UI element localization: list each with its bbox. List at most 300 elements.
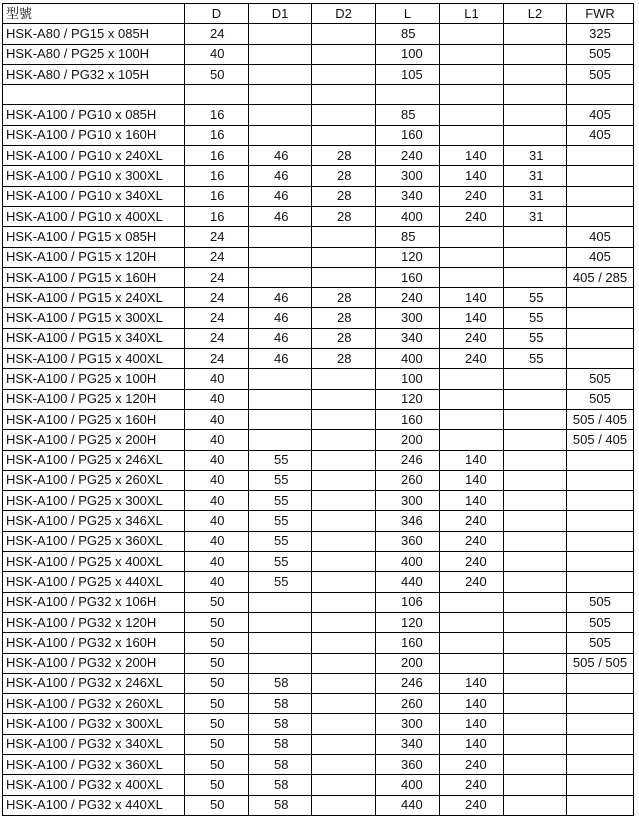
cell-l2 xyxy=(504,85,567,105)
cell-d1 xyxy=(249,389,312,409)
cell-d1: 46 xyxy=(249,308,312,328)
table-row xyxy=(3,673,634,693)
header-row xyxy=(3,4,634,24)
cell-d1: 46 xyxy=(249,206,312,226)
cell-l: 100 xyxy=(376,44,440,64)
table-row xyxy=(3,166,634,186)
cell-l2 xyxy=(504,653,567,673)
cell-d2: 28 xyxy=(312,166,376,186)
cell-l: 106 xyxy=(376,592,440,612)
cell-l2 xyxy=(504,430,567,450)
cell-d: 40 xyxy=(185,511,249,531)
cell-l2 xyxy=(504,125,567,145)
cell-l2 xyxy=(504,450,567,470)
cell-d2 xyxy=(312,633,376,653)
cell-l1: 140 xyxy=(440,166,504,186)
cell-fwr xyxy=(567,470,634,490)
cell-model: HSK-A100 / PG15 x 085H xyxy=(3,227,185,247)
cell-l2 xyxy=(504,227,567,247)
cell-d1: 55 xyxy=(249,572,312,592)
cell-l2 xyxy=(504,44,567,64)
cell-l: 105 xyxy=(376,64,440,84)
table-row xyxy=(3,511,634,531)
cell-l2 xyxy=(504,734,567,754)
cell-l: 260 xyxy=(376,470,440,490)
cell-l1: 240 xyxy=(440,186,504,206)
table-row xyxy=(3,105,634,125)
cell-model: HSK-A100 / PG32 x 300XL xyxy=(3,714,185,734)
cell-l1: 240 xyxy=(440,754,504,774)
cell-d: 40 xyxy=(185,470,249,490)
cell-l2 xyxy=(504,673,567,693)
cell-d2 xyxy=(312,247,376,267)
cell-fwr: 325 xyxy=(567,24,634,44)
cell-l2 xyxy=(504,531,567,551)
cell-d1 xyxy=(249,653,312,673)
cell-l: 340 xyxy=(376,734,440,754)
cell-d: 50 xyxy=(185,612,249,632)
spec-table-container xyxy=(2,3,634,816)
cell-l2 xyxy=(504,247,567,267)
cell-d2 xyxy=(312,430,376,450)
spec-table xyxy=(2,3,634,816)
cell-d: 24 xyxy=(185,349,249,369)
cell-fwr xyxy=(567,694,634,714)
cell-d1: 46 xyxy=(249,186,312,206)
cell-l2 xyxy=(504,64,567,84)
cell-fwr xyxy=(567,673,634,693)
cell-l1 xyxy=(440,227,504,247)
cell-d1 xyxy=(249,430,312,450)
cell-l1: 140 xyxy=(440,673,504,693)
cell-d: 40 xyxy=(185,572,249,592)
table-row xyxy=(3,552,634,572)
table-row xyxy=(3,64,634,84)
cell-l1 xyxy=(440,24,504,44)
cell-l2 xyxy=(504,491,567,511)
table-row xyxy=(3,409,634,429)
cell-model: HSK-A100 / PG10 x 300XL xyxy=(3,166,185,186)
cell-d2 xyxy=(312,511,376,531)
cell-model: HSK-A100 / PG25 x 120H xyxy=(3,389,185,409)
cell-l2 xyxy=(504,795,567,815)
cell-fwr xyxy=(567,491,634,511)
cell-l: 400 xyxy=(376,349,440,369)
cell-l: 85 xyxy=(376,227,440,247)
cell-d1 xyxy=(249,592,312,612)
table-body xyxy=(3,24,634,816)
table-row xyxy=(3,206,634,226)
cell-fwr: 505 / 405 xyxy=(567,409,634,429)
cell-fwr xyxy=(567,572,634,592)
cell-fwr xyxy=(567,775,634,795)
cell-model: HSK-A80 / PG25 x 100H xyxy=(3,44,185,64)
cell-model: HSK-A100 / PG32 x 160H xyxy=(3,633,185,653)
cell-fwr xyxy=(567,450,634,470)
cell-d: 50 xyxy=(185,714,249,734)
cell-d: 40 xyxy=(185,369,249,389)
table-row xyxy=(3,592,634,612)
cell-l: 360 xyxy=(376,754,440,774)
cell-l1: 140 xyxy=(440,694,504,714)
cell-fwr xyxy=(567,308,634,328)
cell-l1: 240 xyxy=(440,795,504,815)
cell-d: 24 xyxy=(185,328,249,348)
cell-d2: 28 xyxy=(312,186,376,206)
header-l2: L2 xyxy=(504,4,567,24)
cell-d2: 28 xyxy=(312,328,376,348)
cell-d2: 28 xyxy=(312,206,376,226)
cell-fwr xyxy=(567,328,634,348)
cell-d: 24 xyxy=(185,308,249,328)
cell-d1 xyxy=(249,24,312,44)
cell-d1: 58 xyxy=(249,714,312,734)
cell-d: 40 xyxy=(185,450,249,470)
cell-d: 50 xyxy=(185,653,249,673)
cell-d2 xyxy=(312,552,376,572)
cell-l1 xyxy=(440,105,504,125)
cell-fwr: 505 xyxy=(567,64,634,84)
cell-l: 200 xyxy=(376,653,440,673)
cell-d: 50 xyxy=(185,64,249,84)
table-row xyxy=(3,491,634,511)
cell-d: 16 xyxy=(185,125,249,145)
table-row xyxy=(3,714,634,734)
cell-l2: 55 xyxy=(504,288,567,308)
table-row xyxy=(3,247,634,267)
cell-d1: 55 xyxy=(249,552,312,572)
cell-model: HSK-A100 / PG32 x 340XL xyxy=(3,734,185,754)
cell-l1: 240 xyxy=(440,531,504,551)
cell-l: 300 xyxy=(376,166,440,186)
cell-model: HSK-A100 / PG25 x 440XL xyxy=(3,572,185,592)
cell-model: HSK-A100 / PG25 x 200H xyxy=(3,430,185,450)
cell-d1: 58 xyxy=(249,673,312,693)
table-row xyxy=(3,125,634,145)
cell-fwr xyxy=(567,531,634,551)
cell-model: HSK-A100 / PG32 x 360XL xyxy=(3,754,185,774)
cell-l2 xyxy=(504,592,567,612)
cell-model: HSK-A100 / PG25 x 400XL xyxy=(3,552,185,572)
cell-d2 xyxy=(312,531,376,551)
cell-l: 246 xyxy=(376,450,440,470)
header-fwr: FWR xyxy=(567,4,634,24)
cell-l2 xyxy=(504,714,567,734)
cell-l1: 140 xyxy=(440,714,504,734)
cell-l2: 31 xyxy=(504,146,567,166)
table-row xyxy=(3,85,634,105)
cell-model: HSK-A100 / PG32 x 200H xyxy=(3,653,185,673)
cell-fwr: 505 xyxy=(567,369,634,389)
cell-l: 400 xyxy=(376,775,440,795)
cell-l1: 140 xyxy=(440,450,504,470)
cell-d2: 28 xyxy=(312,308,376,328)
cell-model: HSK-A100 / PG15 x 400XL xyxy=(3,349,185,369)
cell-l2: 55 xyxy=(504,328,567,348)
cell-l1: 140 xyxy=(440,470,504,490)
cell-d2 xyxy=(312,775,376,795)
cell-d: 50 xyxy=(185,795,249,815)
cell-fwr xyxy=(567,714,634,734)
cell-d1: 58 xyxy=(249,734,312,754)
cell-d2 xyxy=(312,612,376,632)
cell-model: HSK-A80 / PG32 x 105H xyxy=(3,64,185,84)
cell-d: 40 xyxy=(185,552,249,572)
cell-l2 xyxy=(504,775,567,795)
cell-d1 xyxy=(249,85,312,105)
cell-d2 xyxy=(312,714,376,734)
cell-d: 24 xyxy=(185,288,249,308)
table-row xyxy=(3,633,634,653)
cell-d2 xyxy=(312,267,376,287)
cell-d: 50 xyxy=(185,694,249,714)
cell-l1 xyxy=(440,389,504,409)
cell-l1: 140 xyxy=(440,308,504,328)
cell-l2: 55 xyxy=(504,308,567,328)
cell-fwr xyxy=(567,146,634,166)
cell-d: 50 xyxy=(185,775,249,795)
header-l1: L1 xyxy=(440,4,504,24)
cell-l: 85 xyxy=(376,24,440,44)
table-row xyxy=(3,146,634,166)
cell-l1 xyxy=(440,430,504,450)
cell-d: 40 xyxy=(185,491,249,511)
table-row xyxy=(3,775,634,795)
cell-fwr: 505 / 505 xyxy=(567,653,634,673)
table-row xyxy=(3,186,634,206)
cell-d2 xyxy=(312,125,376,145)
cell-l2: 31 xyxy=(504,186,567,206)
cell-l2 xyxy=(504,24,567,44)
cell-d2 xyxy=(312,105,376,125)
cell-l1: 140 xyxy=(440,491,504,511)
cell-d: 40 xyxy=(185,389,249,409)
table-row xyxy=(3,694,634,714)
cell-fwr: 505 xyxy=(567,592,634,612)
cell-model: HSK-A100 / PG25 x 300XL xyxy=(3,491,185,511)
cell-d1 xyxy=(249,105,312,125)
cell-l: 400 xyxy=(376,206,440,226)
cell-l1 xyxy=(440,633,504,653)
header-d1: D1 xyxy=(249,4,312,24)
table-row xyxy=(3,612,634,632)
cell-l1 xyxy=(440,125,504,145)
cell-l1 xyxy=(440,267,504,287)
table-row xyxy=(3,24,634,44)
cell-l2 xyxy=(504,633,567,653)
cell-d1 xyxy=(249,247,312,267)
cell-d2 xyxy=(312,409,376,429)
cell-l: 120 xyxy=(376,247,440,267)
cell-fwr: 505 / 405 xyxy=(567,430,634,450)
cell-l2: 31 xyxy=(504,166,567,186)
cell-fwr xyxy=(567,795,634,815)
cell-l2 xyxy=(504,572,567,592)
cell-fwr xyxy=(567,734,634,754)
cell-model: HSK-A100 / PG15 x 300XL xyxy=(3,308,185,328)
cell-d1: 55 xyxy=(249,470,312,490)
cell-d2 xyxy=(312,64,376,84)
cell-l: 346 xyxy=(376,511,440,531)
cell-l: 100 xyxy=(376,369,440,389)
cell-d: 16 xyxy=(185,186,249,206)
table-row xyxy=(3,470,634,490)
table-row xyxy=(3,389,634,409)
cell-d1: 58 xyxy=(249,754,312,774)
cell-l: 240 xyxy=(376,146,440,166)
cell-d1: 55 xyxy=(249,491,312,511)
cell-model: HSK-A100 / PG32 x 120H xyxy=(3,612,185,632)
cell-l: 120 xyxy=(376,389,440,409)
header-l: L xyxy=(376,4,440,24)
cell-l: 160 xyxy=(376,409,440,429)
cell-l1: 240 xyxy=(440,328,504,348)
cell-l1: 240 xyxy=(440,572,504,592)
cell-l2 xyxy=(504,511,567,531)
cell-d1: 58 xyxy=(249,795,312,815)
cell-model: HSK-A100 / PG10 x 085H xyxy=(3,105,185,125)
cell-d: 16 xyxy=(185,206,249,226)
cell-l: 340 xyxy=(376,186,440,206)
cell-d2 xyxy=(312,694,376,714)
cell-d2: 28 xyxy=(312,146,376,166)
cell-l: 440 xyxy=(376,572,440,592)
cell-d: 50 xyxy=(185,592,249,612)
cell-model: HSK-A100 / PG10 x 400XL xyxy=(3,206,185,226)
cell-d xyxy=(185,85,249,105)
cell-d: 24 xyxy=(185,247,249,267)
cell-model: HSK-A100 / PG10 x 340XL xyxy=(3,186,185,206)
cell-l1: 240 xyxy=(440,511,504,531)
header-model: 型號 xyxy=(3,4,185,24)
cell-model: HSK-A100 / PG32 x 260XL xyxy=(3,694,185,714)
cell-model: HSK-A80 / PG15 x 085H xyxy=(3,24,185,44)
table-header xyxy=(3,4,634,24)
cell-d1: 58 xyxy=(249,694,312,714)
cell-l2 xyxy=(504,389,567,409)
cell-d1 xyxy=(249,633,312,653)
cell-l: 200 xyxy=(376,430,440,450)
cell-d1: 55 xyxy=(249,450,312,470)
cell-l2 xyxy=(504,694,567,714)
table-row xyxy=(3,572,634,592)
cell-fwr: 505 xyxy=(567,44,634,64)
cell-d: 50 xyxy=(185,633,249,653)
cell-fwr xyxy=(567,206,634,226)
cell-fwr xyxy=(567,166,634,186)
cell-d2 xyxy=(312,85,376,105)
cell-l1 xyxy=(440,653,504,673)
cell-fwr: 405 / 285 xyxy=(567,267,634,287)
cell-fwr: 405 xyxy=(567,247,634,267)
cell-l: 340 xyxy=(376,328,440,348)
cell-d1: 46 xyxy=(249,328,312,348)
cell-fwr: 405 xyxy=(567,105,634,125)
cell-l1 xyxy=(440,85,504,105)
cell-d1 xyxy=(249,125,312,145)
cell-d2 xyxy=(312,572,376,592)
cell-model: HSK-A100 / PG32 x 400XL xyxy=(3,775,185,795)
cell-l: 300 xyxy=(376,714,440,734)
cell-l1 xyxy=(440,409,504,429)
cell-d2 xyxy=(312,24,376,44)
cell-d: 50 xyxy=(185,734,249,754)
cell-l2 xyxy=(504,552,567,572)
table-row xyxy=(3,734,634,754)
cell-l1: 140 xyxy=(440,734,504,754)
table-row xyxy=(3,328,634,348)
cell-d2 xyxy=(312,44,376,64)
cell-d2: 28 xyxy=(312,349,376,369)
cell-model: HSK-A100 / PG25 x 346XL xyxy=(3,511,185,531)
cell-d2 xyxy=(312,673,376,693)
cell-d1: 46 xyxy=(249,146,312,166)
cell-l: 160 xyxy=(376,125,440,145)
cell-model: HSK-A100 / PG25 x 360XL xyxy=(3,531,185,551)
cell-l1 xyxy=(440,247,504,267)
cell-l1 xyxy=(440,612,504,632)
cell-d1 xyxy=(249,409,312,429)
cell-d2 xyxy=(312,450,376,470)
cell-fwr xyxy=(567,85,634,105)
cell-l: 160 xyxy=(376,267,440,287)
cell-l xyxy=(376,85,440,105)
table-row xyxy=(3,308,634,328)
cell-fwr: 505 xyxy=(567,612,634,632)
cell-d2 xyxy=(312,734,376,754)
cell-model: HSK-A100 / PG10 x 160H xyxy=(3,125,185,145)
cell-l: 260 xyxy=(376,694,440,714)
cell-d2 xyxy=(312,592,376,612)
cell-d: 40 xyxy=(185,430,249,450)
cell-d1 xyxy=(249,227,312,247)
table-row xyxy=(3,430,634,450)
cell-d1: 58 xyxy=(249,775,312,795)
cell-model xyxy=(3,85,185,105)
cell-d2: 28 xyxy=(312,288,376,308)
table-row xyxy=(3,227,634,247)
cell-fwr: 405 xyxy=(567,227,634,247)
cell-fwr xyxy=(567,552,634,572)
cell-l: 240 xyxy=(376,288,440,308)
cell-fwr xyxy=(567,186,634,206)
cell-l: 246 xyxy=(376,673,440,693)
cell-d1 xyxy=(249,64,312,84)
cell-l: 400 xyxy=(376,552,440,572)
cell-model: HSK-A100 / PG32 x 440XL xyxy=(3,795,185,815)
cell-d2 xyxy=(312,227,376,247)
cell-d: 50 xyxy=(185,673,249,693)
cell-d: 24 xyxy=(185,267,249,287)
cell-d1 xyxy=(249,612,312,632)
cell-d1 xyxy=(249,369,312,389)
cell-l2 xyxy=(504,754,567,774)
table-row xyxy=(3,531,634,551)
cell-d: 50 xyxy=(185,754,249,774)
cell-l1: 240 xyxy=(440,206,504,226)
table-row xyxy=(3,653,634,673)
cell-d2 xyxy=(312,491,376,511)
cell-d2 xyxy=(312,653,376,673)
cell-d1: 55 xyxy=(249,511,312,531)
header-d: D xyxy=(185,4,249,24)
cell-d2 xyxy=(312,369,376,389)
table-row xyxy=(3,44,634,64)
cell-l: 300 xyxy=(376,308,440,328)
cell-model: HSK-A100 / PG25 x 160H xyxy=(3,409,185,429)
cell-l: 440 xyxy=(376,795,440,815)
cell-l: 120 xyxy=(376,612,440,632)
